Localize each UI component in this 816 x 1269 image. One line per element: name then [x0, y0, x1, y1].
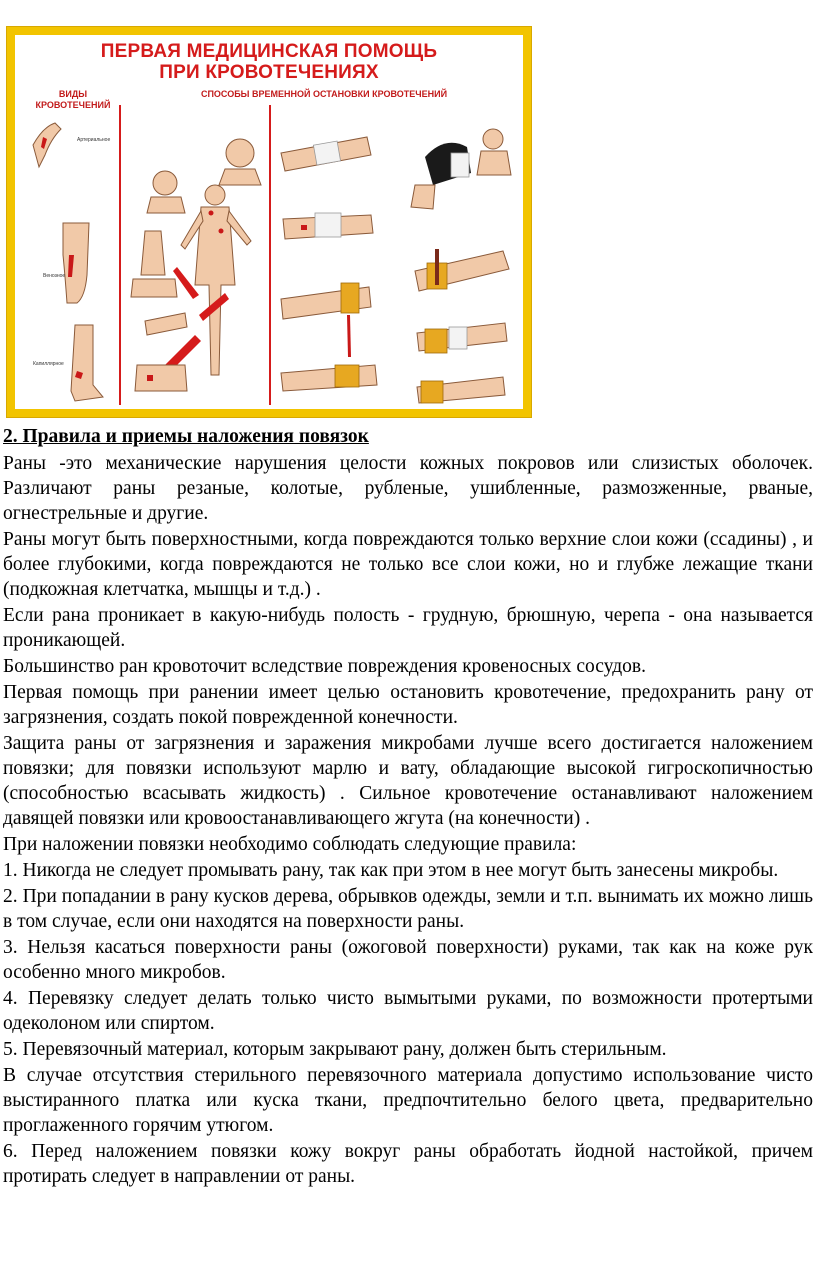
svg-text:Капиллярное: Капиллярное	[33, 361, 64, 367]
foot-bleeding-illustration	[71, 325, 103, 401]
pressure-bandage-illustration	[281, 137, 373, 239]
paragraph-wounds-definition: Раны -это механические нарушения целости кожных покровов или слизистых оболочек. Различают раны резаные, колотые, рубленые, ушибленные, размозженные, рваные, огнестрельные и другие.	[3, 453, 813, 524]
poster-title-line2: ПРИ КРОВОТЕЧЕНИЯХ	[159, 62, 379, 83]
head-pressure-illustration	[219, 139, 261, 185]
paragraph-wound-depth: Раны могут быть поверхностными, когда повреждаются только верхние слои кожи (ссадины) , и более глубокими, когда повреждаются не только все слои кожи, но и глубже лежащие ткани (подкожная клетчатка, мышцы и т.д.) .	[3, 529, 813, 600]
paragraph-rules-intro: При наложении повязки необходимо соблюдать следующие правила:	[3, 834, 577, 855]
paragraph-bandage-protection: Защита раны от загрязнения и заражения микробами лучше всего достигается наложением повязки; для повязки используют марлю и вату, обладающие высокой гигроскопичностью (способностью всасывать жидкость) . Сильное кровотечение останавливают наложением давящей повязки или кровоостанавливающего жгута (на конечности) .	[3, 733, 813, 829]
paragraph-penetrating-wound: Если рана проникает в какую-нибудь полость - грудную, брюшную, черепа - она называется проникающей.	[3, 605, 813, 651]
paragraph-sterile-alternative: В случае отсутствия стерильного перевязочного материала допустимо использование чисто выстиранного платка или куска ткани, предпочтительно белого цвета, предварительно проглаженного горячим утюгом.	[3, 1065, 813, 1136]
tourniquet-arm-illustration	[281, 283, 371, 357]
poster-canvas	[15, 35, 523, 409]
rule-5: 5. Перевязочный материал, которым закрывают рану, должен быть стерильным.	[3, 1039, 667, 1060]
rule-6: 6. Перед наложением повязки кожу вокруг раны обработать йодной настойкой, причем протирать следует в направлении от раны.	[3, 1141, 813, 1187]
rule-1: 1. Никогда не следует промывать рану, так как при этом в нее могут быть занесены микробы.	[3, 860, 779, 881]
neck-pressure-illustration	[147, 171, 185, 213]
section-heading: 2. Правила и приемы наложения повязок	[3, 426, 369, 447]
methods-heading: СПОСОБЫ ВРЕМЕННОЙ ОСТАНОВКИ КРОВОТЕЧЕНИЙ	[200, 89, 448, 99]
bleeding-types-heading: ВИДЫ КРОВОТЕЧЕНИЙ	[35, 89, 111, 110]
limb-flexion-illustration	[411, 129, 511, 209]
svg-text:Артериальное: Артериальное	[77, 137, 111, 143]
body-text	[3, 451, 813, 1190]
twist-tourniquet-illustration	[415, 249, 509, 403]
svg-text:Венозное: Венозное	[43, 273, 66, 279]
rule-2: 2. При попадании в рану кусков дерева, обрывков одежды, земли и т.п. вынимать их можно лишь в том случае, если они находятся на поверхности раны.	[3, 886, 813, 932]
first-aid-poster	[6, 26, 532, 418]
rule-3: 3. Нельзя касаться поверхности раны (ожоговой поверхности) руками, так как на коже рук особенно много микробов.	[3, 937, 813, 983]
tourniquet-forearm-illustration	[281, 365, 377, 391]
arm-bleeding-illustration	[33, 123, 61, 167]
rule-4: 4. Перевязку следует делать только чисто вымытыми руками, по возможности протертыми одеколоном или спиртом.	[3, 988, 813, 1034]
poster-illustrations	[15, 35, 525, 411]
paragraph-bleeding: Большинство ран кровоточит вследствие повреждения кровеносных сосудов.	[3, 656, 646, 677]
hand-pressure-illustration	[131, 231, 177, 297]
leg-bleeding-illustration	[63, 223, 89, 303]
paragraph-first-aid-goal: Первая помощь при ранении имеет целью остановить кровотечение, предохранить рану от загрязнения, создать покой поврежденной конечности.	[3, 682, 813, 728]
poster-title-line1: ПЕРВАЯ МЕДИЦИНСКАЯ ПОМОЩЬ	[100, 41, 438, 62]
